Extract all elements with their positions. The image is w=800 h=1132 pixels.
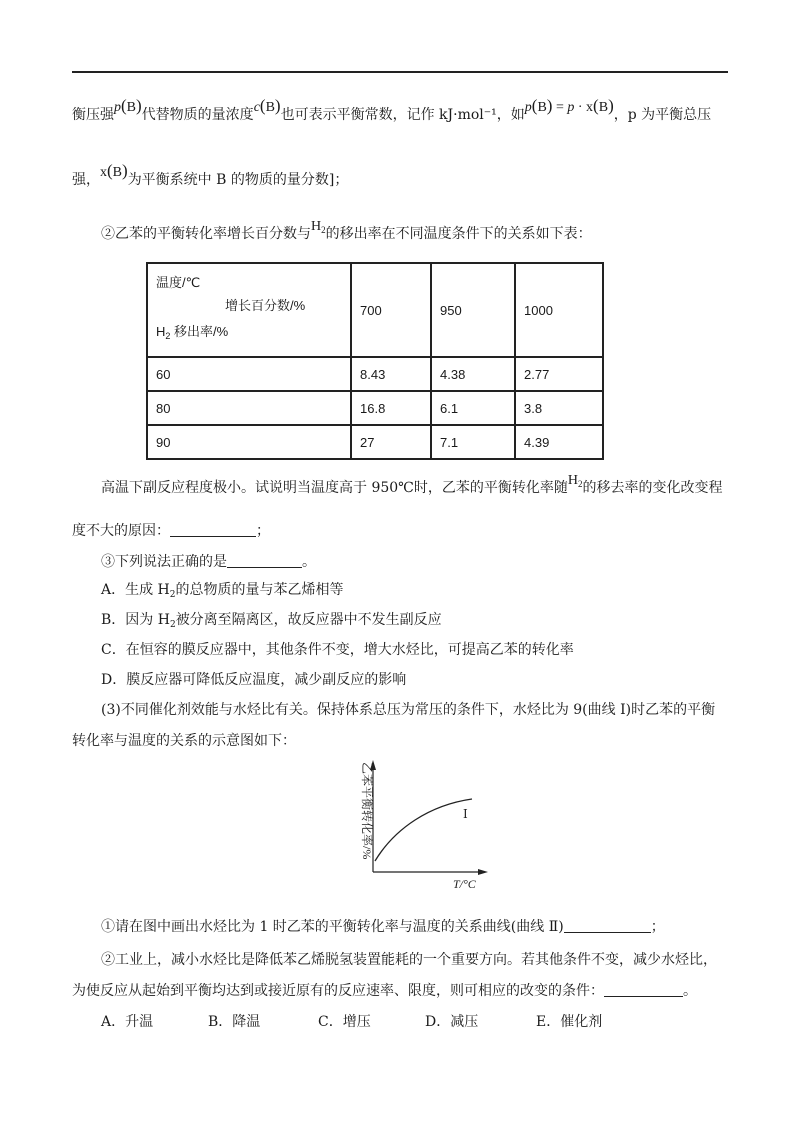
h2-sub: 2	[577, 479, 583, 489]
h2-formula	[568, 473, 583, 488]
table-row	[147, 391, 603, 425]
table-cell: 3.8	[515, 391, 603, 425]
subq1	[101, 917, 665, 937]
option-a-post: 的总物质的量与苯乙烯相等	[175, 582, 344, 598]
q3-stem	[101, 552, 316, 572]
q3-option-a	[101, 580, 344, 602]
header-removal-rest: 移出率/%	[174, 324, 229, 339]
option-e: E．催化剂	[536, 1014, 603, 1030]
q2-text2: 的移出率在不同温度条件下的关系如下表：	[325, 226, 592, 242]
explain-text3: 度不大的原因：	[72, 523, 170, 539]
curve-label: Ⅰ	[463, 807, 468, 821]
cB-formula: c(B)	[253, 96, 281, 115]
explain-line2	[72, 521, 270, 541]
explain-line1	[101, 473, 723, 499]
option-c: C．增压	[318, 1014, 371, 1030]
para1-text3: 也可表示平衡常数，记作 kJ·mol⁻¹，如	[280, 107, 525, 123]
para1-text6: 为平衡系统中 B 的物质的量分数]；	[127, 172, 349, 188]
h2-formula	[311, 219, 326, 234]
explain-text1: 高温下副反应程度极小。试说明当温度高于 950℃时，乙苯的平衡转化率随	[101, 480, 568, 496]
table-cell: 4.39	[515, 425, 603, 459]
para1-text2: 代替物质的量浓度	[141, 107, 254, 123]
row-label: 80	[147, 391, 351, 425]
x-axis-label: T/°C	[453, 877, 476, 891]
table-cell: 6.1	[431, 391, 515, 425]
q2-text1: ②乙苯的平衡转化率增长百分数与	[101, 226, 311, 242]
para1-text1: 衡压强	[72, 107, 114, 123]
data-table	[146, 262, 604, 460]
para1-text4: ，p 为平衡总压	[613, 107, 712, 123]
option-b-post: 被分离至隔离区，故反应器中不发生副反应	[175, 612, 442, 628]
curve-i	[375, 799, 472, 861]
header-col-1000: 1000	[515, 263, 603, 357]
explain-text2: 的移去率的变化改变程	[582, 480, 723, 496]
answer-blank[interactable]	[227, 553, 302, 568]
header-growth: 增长百分数/%	[225, 298, 306, 313]
header-removal-h: H	[156, 324, 166, 339]
subq1-text: ①请在图中画出水烃比为 1 时乙苯的平衡转化率与温度的关系曲线(曲线 Ⅱ)	[101, 919, 564, 935]
header-col-950: 950	[431, 263, 515, 357]
header-col-700: 700	[351, 263, 431, 357]
h2-sub: 2	[321, 225, 326, 235]
explain-end: ；	[256, 523, 270, 539]
y-axis-label: 乙苯平衡转化率/%	[360, 762, 374, 860]
subq2-end: 。	[683, 983, 697, 999]
option-a: A．升温	[101, 1014, 154, 1030]
h2-base: H	[567, 473, 578, 488]
answer-blank[interactable]	[604, 982, 683, 997]
x-axis-arrow	[478, 869, 488, 875]
xB-formula: x(B)	[100, 161, 128, 180]
answer-blank[interactable]	[170, 522, 256, 537]
h2-base: H	[311, 219, 322, 234]
q3-text: ③下列说法正确的是	[101, 554, 227, 570]
part3-line1: (3)不同催化剂效能与水烃比有关。保持体系总压为常压的条件下，水烃比为 9(曲线 Ⅰ)时乙苯的平衡	[101, 702, 716, 718]
option-b-pre: B．因为 H	[101, 612, 170, 628]
para1-text5: 强，	[72, 172, 100, 188]
part3-line2: 转化率与温度的关系的示意图如下：	[72, 733, 296, 749]
table-cell: 2.77	[515, 357, 603, 391]
pB-formula: p(B)	[114, 96, 142, 115]
q3-end: 。	[302, 554, 316, 570]
para1-line1	[72, 96, 712, 126]
table-cell: 16.8	[351, 391, 431, 425]
q3-option-c: C．在恒容的膜反应器中，其他条件不变，增大水烃比，可提高乙苯的转化率	[101, 642, 574, 658]
pB-equation: p(B) = p · x(B)	[524, 96, 614, 115]
para1-line2	[72, 161, 349, 191]
header-removal-sub: 2	[165, 331, 171, 341]
table-cell: 8.43	[351, 357, 431, 391]
row-label: 60	[147, 357, 351, 391]
row-label: 90	[147, 425, 351, 459]
subq1-end: ；	[650, 919, 665, 935]
q3-option-d: D．膜反应器可降低反应温度，减少副反应的影响	[101, 672, 407, 688]
subq2-line1: ②工业上，减小水烃比是降低苯乙烯脱氢装置能耗的一个重要方向。若其他条件不变，减少水烃比，	[101, 952, 717, 968]
option-b-sub: 2	[169, 620, 176, 630]
subq2-line2	[72, 981, 697, 1001]
option-a-sub: 2	[169, 590, 176, 600]
option-d: D．减压	[425, 1014, 479, 1030]
conversion-graph	[340, 750, 500, 895]
header-temp: 温度/℃	[156, 275, 201, 290]
table-cell: 4.38	[431, 357, 515, 391]
table-row	[147, 425, 603, 459]
option-a-pre: A．生成 H	[101, 582, 170, 598]
q2-intro	[101, 219, 592, 245]
table-cell: 27	[351, 425, 431, 459]
subq2-text: 为使反应从起始到平衡均达到或接近原有的反应速率、限度，则可相应的改变的条件：	[72, 983, 604, 999]
header-removal	[156, 321, 228, 340]
q3-option-b	[101, 610, 442, 632]
answer-blank[interactable]	[564, 918, 651, 933]
option-b: B．降温	[208, 1014, 261, 1030]
table-header-diagonal-cell	[147, 263, 351, 357]
header-rule	[72, 71, 728, 73]
table-cell: 7.1	[431, 425, 515, 459]
table-row	[147, 357, 603, 391]
